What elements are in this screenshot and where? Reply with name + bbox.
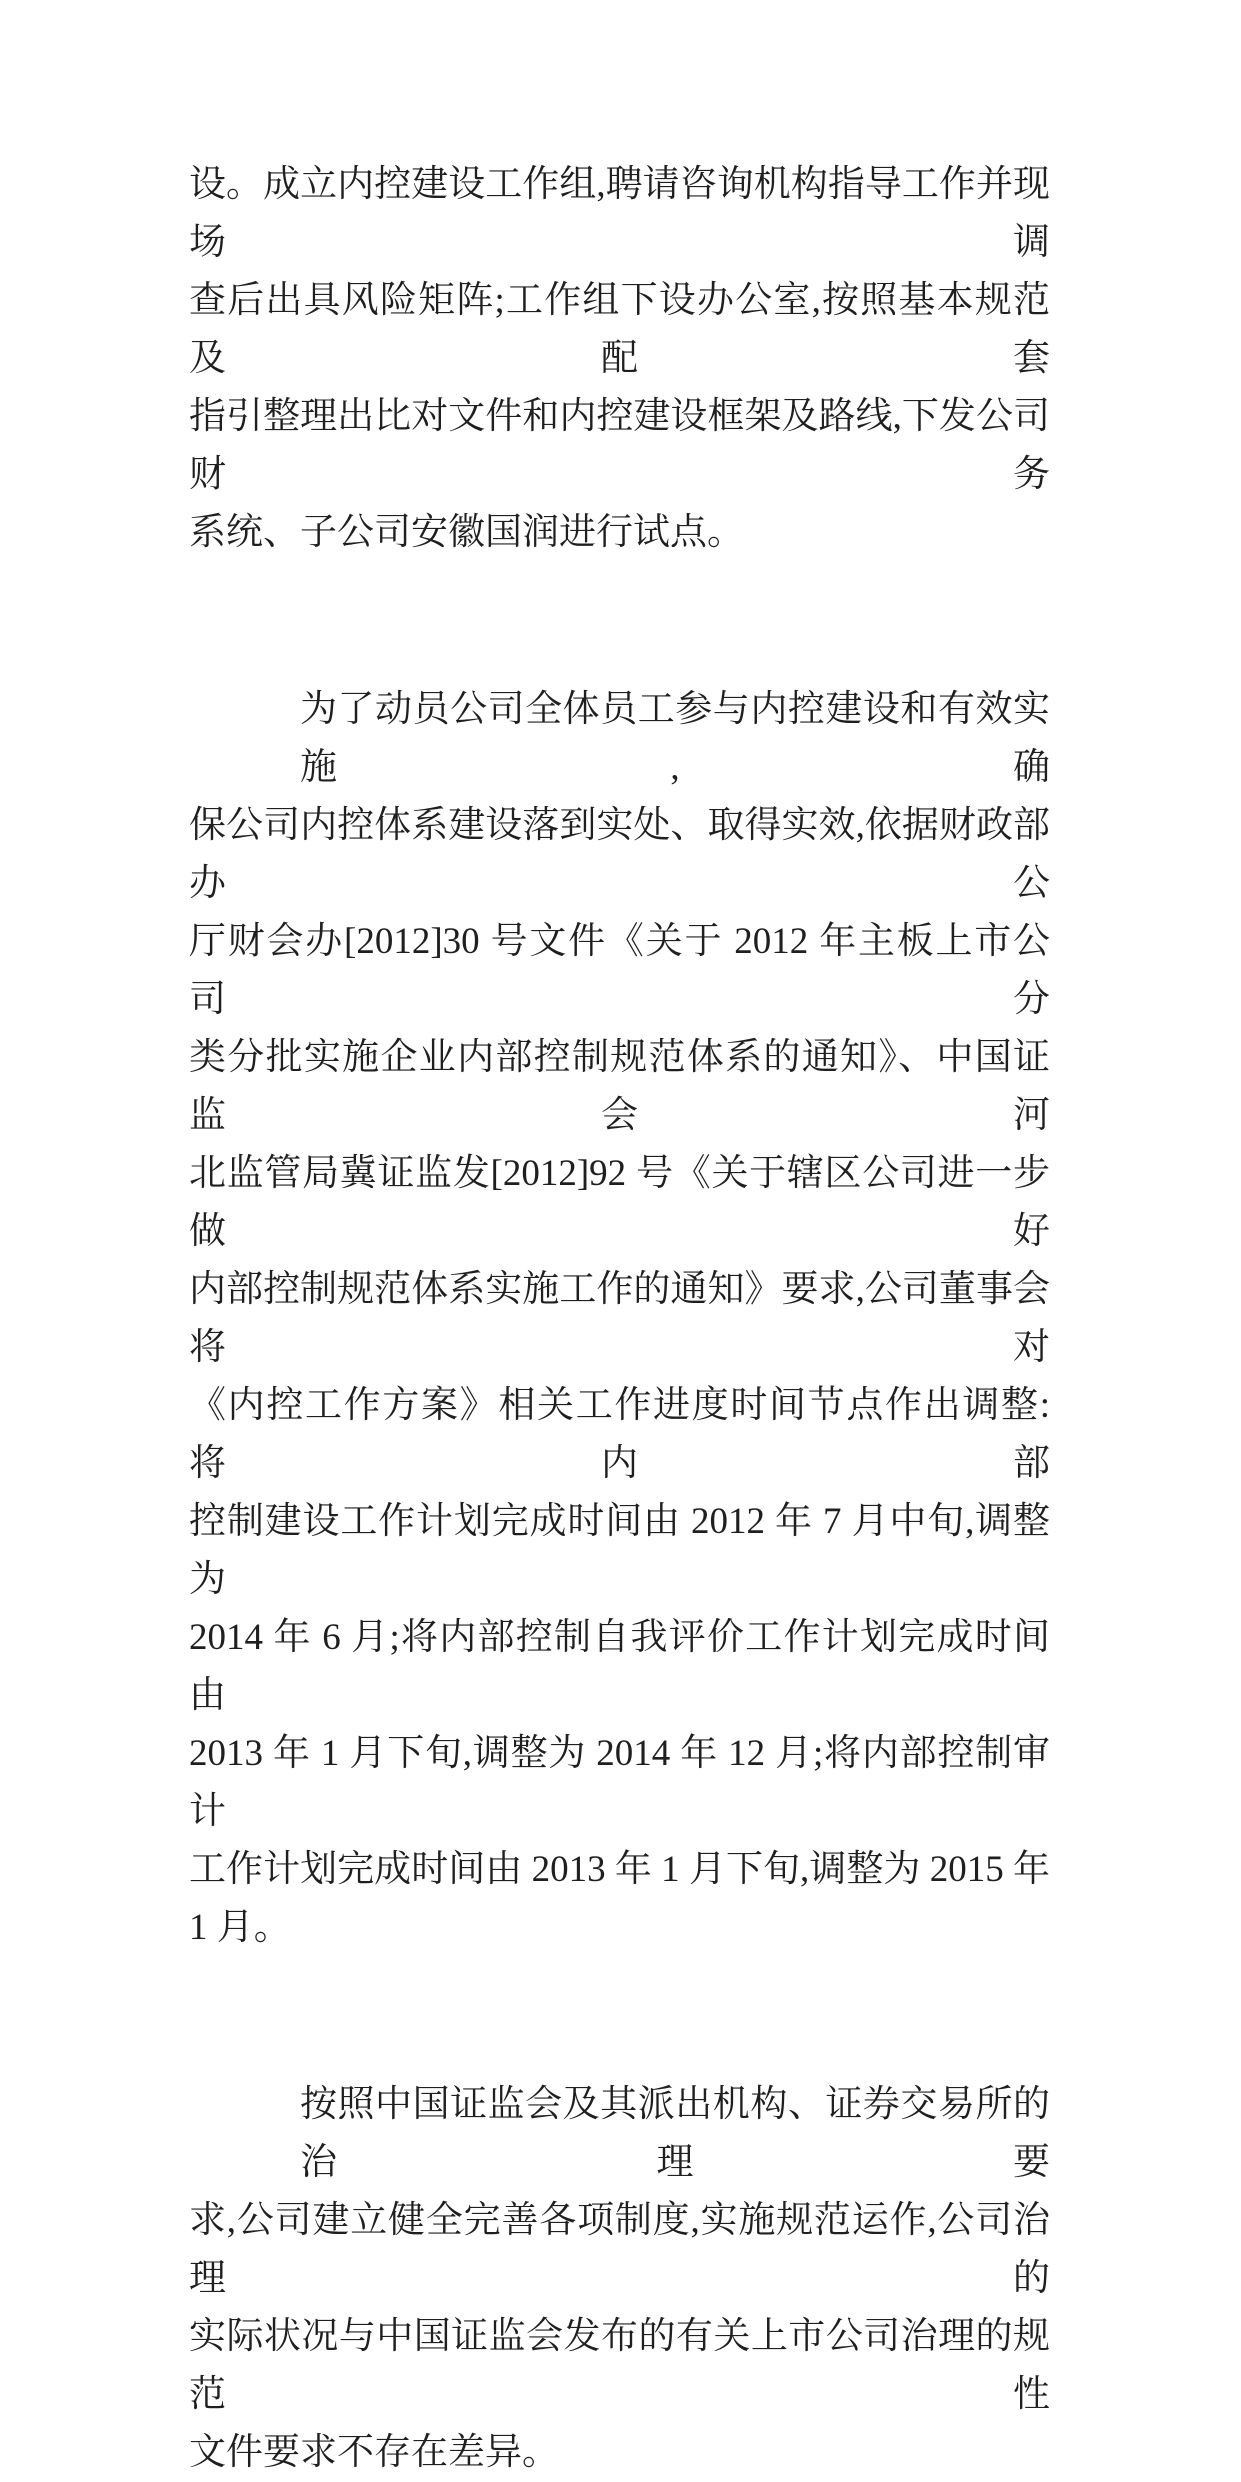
- text-line: 系统、子公司安徽国润进行试点。: [189, 512, 744, 553]
- text-line: 求,公司建立健全完善各项制度,实施规范运作,公司治理的: [189, 2200, 1050, 2299]
- paragraph: [189, 681, 1050, 1957]
- text-line: 厅财会办[2012]30 号文件《关于 2012 年主板上市公司分: [189, 921, 1050, 1020]
- text-line: 内部控制规范体系实施工作的通知》要求,公司董事会将对: [189, 1269, 1050, 1368]
- text-line: 2014 年 6 月;将内部控制自我评价工作计划完成时间由: [189, 1617, 1050, 1716]
- text-line: 1 月。: [189, 1907, 291, 1948]
- paragraph: [189, 156, 1050, 562]
- text-line: 文件要求不存在差异。: [189, 2432, 559, 2473]
- text-line: 指引整理出比对文件和内控建设框架及路线,下发公司财务: [189, 396, 1050, 495]
- text-line: 控制建设工作计划完成时间由 2012 年 7 月中旬,调整为: [189, 1501, 1050, 1600]
- document-body: [189, 156, 1050, 2482]
- text-line: 设。成立内控建设工作组,聘请咨询机构指导工作并现场调: [189, 164, 1050, 263]
- text-line: 《内控工作方案》相关工作进度时间节点作出调整:将内部: [189, 1385, 1050, 1484]
- text-line: 2013 年 1 月下旬,调整为 2014 年 12 月;将内部控制审计: [189, 1733, 1050, 1832]
- text-line: 北监管局冀证监发[2012]92 号《关于辖区公司进一步做好: [189, 1153, 1050, 1252]
- text-line: 保公司内控体系建设落到实处、取得实效,依据财政部办公: [189, 805, 1050, 904]
- text-line: 类分批实施企业内部控制规范体系的通知》、中国证监会河: [189, 1037, 1050, 1136]
- text-line: 按照中国证监会及其派出机构、证券交易所的治理要: [300, 2084, 1050, 2183]
- text-line: 工作计划完成时间由 2013 年 1 月下旬,调整为 2015 年: [189, 1849, 1050, 1890]
- text-line: 实际状况与中国证监会发布的有关上市公司治理的规范性: [189, 2316, 1050, 2415]
- text-line: 查后出具风险矩阵;工作组下设办公室,按照基本规范及配套: [189, 280, 1050, 379]
- text-line: 为了动员公司全体员工参与内控建设和有效实施,确: [300, 689, 1050, 788]
- paragraph: [189, 2076, 1050, 2482]
